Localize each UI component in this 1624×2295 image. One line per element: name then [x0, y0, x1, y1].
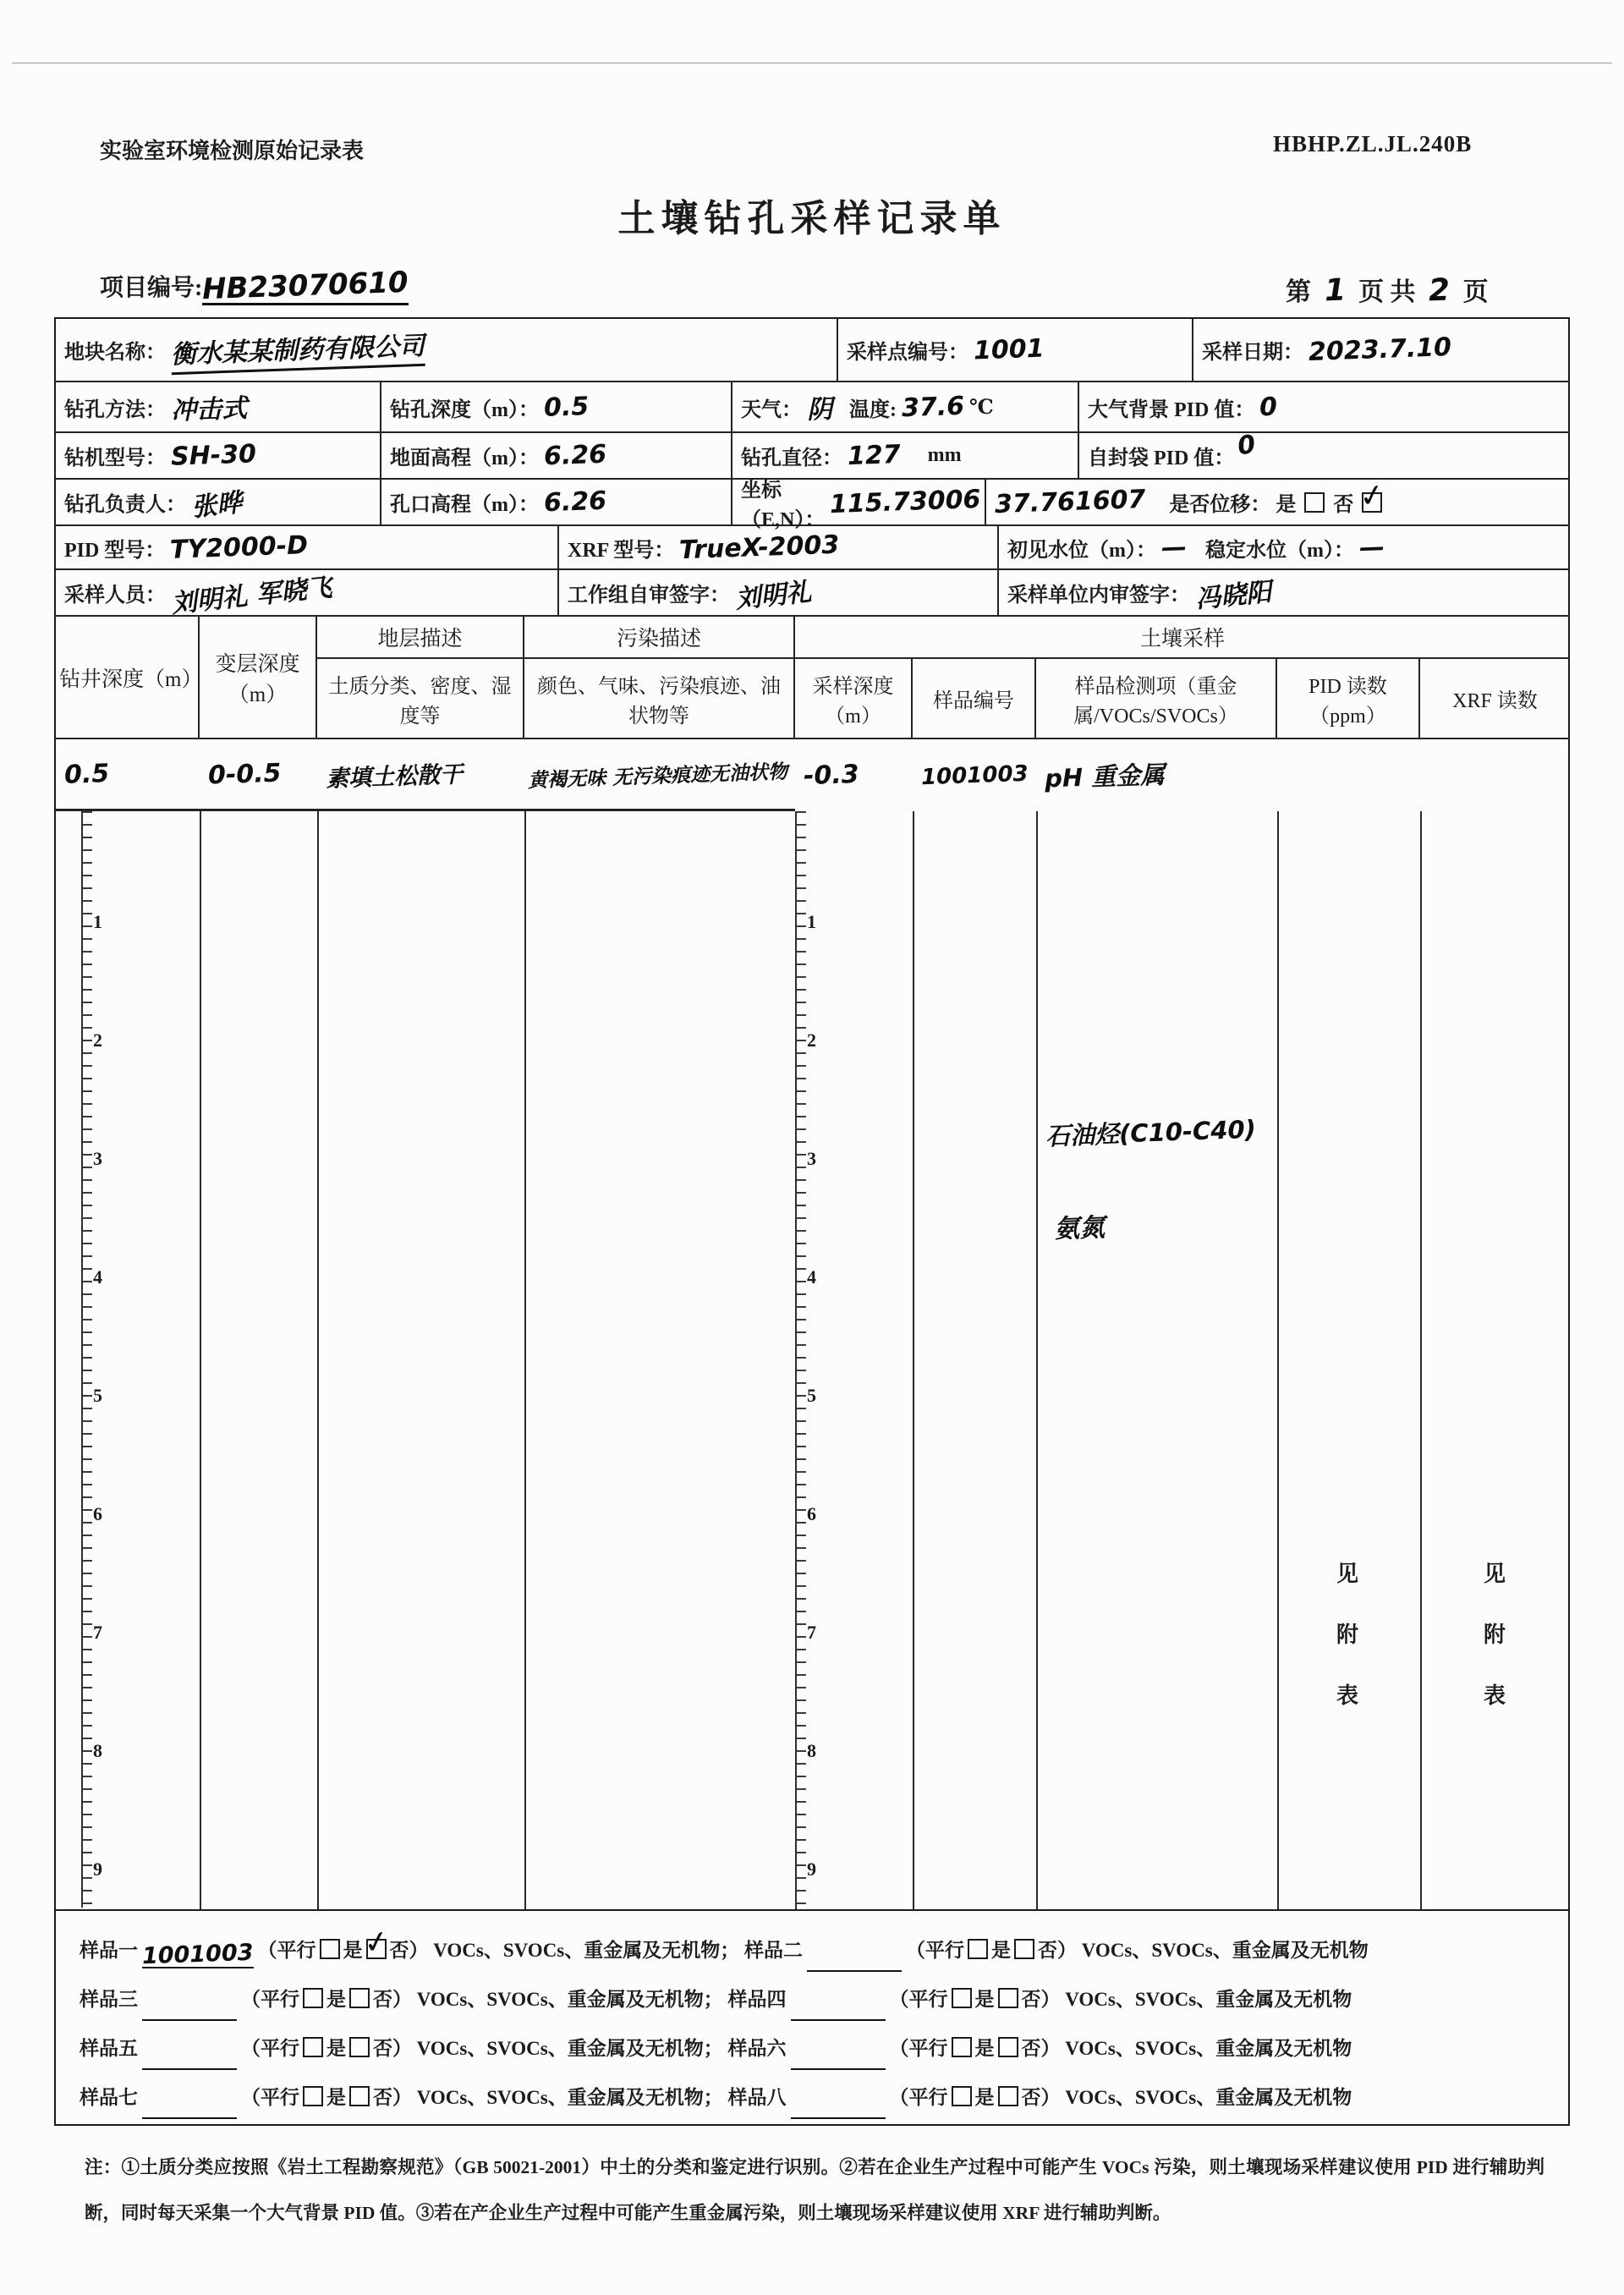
ruler-number: 8 — [93, 1740, 102, 1761]
sample-entry-8 — [728, 2087, 1352, 2108]
parallel-close: ） — [1040, 2087, 1061, 2108]
col-layer-depth-text: 变层深度（m） — [215, 652, 300, 706]
parallel-no-checkbox — [998, 2086, 1018, 2106]
samples-section — [56, 1909, 1570, 2128]
project-number-row — [100, 265, 409, 307]
sample-entry-6 — [728, 2038, 1352, 2059]
row-sample-no-value: 1001003 — [920, 760, 1029, 790]
grid-line — [524, 811, 526, 1909]
ruler-number: 3 — [807, 1148, 816, 1169]
stable-water-label: 稳定水位（m）： — [1205, 539, 1354, 562]
sampler-cell — [56, 570, 559, 617]
site-name-value: 衡水某某制药有限公司 — [170, 325, 425, 375]
row-drill-depth-value: 0.5 — [63, 758, 110, 790]
drill-method-value: 冲击式 — [170, 393, 248, 426]
row-pollution-cell — [524, 739, 795, 811]
parallel-yes-label: 是 — [974, 2087, 995, 2108]
pid-model-value: TY2000-D — [169, 530, 309, 565]
sampler-value: 刘明礼 军晓飞 — [170, 572, 334, 619]
xrf-see-attached-note: 见附表 — [1483, 1562, 1506, 1708]
ruler-number: 8 — [807, 1740, 816, 1761]
row-pollution-value: 黄褐无味 无污染痕迹无油状物 — [527, 760, 788, 792]
samples-line-3 — [80, 2033, 1570, 2070]
group-sampling-header — [795, 617, 1570, 659]
parallel-no-checkbox — [349, 1988, 370, 2008]
page-total: 2 — [1428, 272, 1451, 309]
weather-temp-cell — [732, 382, 1079, 433]
parallel-yes-checkbox — [952, 2086, 972, 2106]
shift-yes-label: 是 — [1276, 494, 1297, 516]
parallel-no-checkbox — [349, 2037, 370, 2057]
parallel-open: （平行 — [889, 1989, 948, 2010]
ruler-number: 1 — [93, 911, 102, 932]
shift-label: 是否位移： — [1169, 494, 1271, 516]
drill-depth-value: 0.5 — [543, 391, 590, 423]
sample-separator: ； — [720, 1940, 740, 1961]
sample-point-label: 采样点编号： — [847, 342, 968, 364]
sample-entry-1 — [80, 1939, 740, 1970]
sample-point-cell — [838, 319, 1193, 382]
sub-pollution-header — [524, 659, 795, 739]
parallel-no-checkbox — [998, 2037, 1018, 2057]
parallel-close: ） — [392, 2087, 412, 2108]
mouth-elev-value: 6.26 — [543, 486, 607, 519]
bag-pid-cell — [1079, 429, 1570, 480]
parallel-no-label: 否 — [1021, 2087, 1041, 2108]
parallel-no-checkbox — [998, 1988, 1018, 2008]
grid-line — [913, 811, 914, 1909]
sub-pollution-text: 颜色、气味、污染痕迹、油状物等 — [537, 675, 781, 727]
parallel-open: （平行 — [906, 1940, 965, 1961]
parallel-yes-checkbox — [968, 1939, 988, 1959]
internal-review-label: 采样单位内审签字： — [1007, 585, 1190, 607]
site-name-cell — [56, 319, 838, 382]
sample-separator: ； — [703, 2038, 723, 2059]
ruler-number: 5 — [93, 1385, 102, 1406]
bg-pid-value: 0 — [1259, 392, 1278, 422]
parallel-no-checkbox — [349, 2086, 370, 2106]
sample-label: 样品八 — [727, 2087, 787, 2108]
drill-leader-value: 张晔 — [189, 487, 244, 523]
ruler-number: 2 — [807, 1029, 816, 1051]
internal-review-cell — [999, 570, 1570, 617]
group-pollution-text: 污染描述 — [616, 628, 701, 651]
parallel-close: ） — [1040, 2038, 1061, 2059]
parallel-no-label: 否 — [1038, 1940, 1058, 1961]
row-layer-depth-value: 0-0.5 — [207, 758, 283, 790]
samples-line-1 — [80, 1935, 1570, 1972]
parallel-yes-checkbox — [303, 2037, 323, 2057]
water-level-cell — [999, 526, 1570, 570]
sample-tail: VOCs、SVOCs、重金属及无机物 — [416, 1989, 704, 2010]
bag-pid-label: 自封袋 PID 值： — [1088, 447, 1235, 469]
shift-yes-checkbox — [1304, 492, 1325, 513]
parallel-no-label: 否 — [389, 1940, 409, 1961]
self-review-cell — [559, 570, 999, 617]
samples-line-4 — [80, 2082, 1570, 2119]
parallel-yes-checkbox — [320, 1939, 340, 1959]
self-review-label: 工作组自审签字： — [568, 585, 730, 607]
grid-line — [200, 811, 201, 1909]
parallel-yes-checkbox — [303, 1988, 323, 2008]
sample-entry-7 — [80, 2087, 723, 2108]
parallel-open: （平行 — [889, 2087, 948, 2108]
sub-stratum-header — [317, 659, 524, 739]
sub-test-items-text: 样品检测项（重金属/VOCs/SVOCs） — [1073, 675, 1238, 727]
coord-n-value: 37.761607 — [994, 484, 1146, 520]
parallel-close: ） — [1040, 1989, 1061, 2010]
depth-ruler-sampling — [795, 811, 806, 1908]
doc-type-label: 实验室环境检测原始记录表 — [100, 139, 365, 163]
sub-xrf-reading-header — [1420, 659, 1570, 739]
first-water-value: — — [1160, 531, 1188, 563]
first-water-label: 初见水位（m）： — [1007, 539, 1156, 562]
row-sample-depth-cell — [795, 739, 913, 811]
form-code: HBHP.ZL.JL.240B — [1273, 131, 1473, 156]
group-pollution-header — [524, 617, 795, 659]
depth-ruler-sampling-numbers — [807, 811, 832, 1908]
grid-line — [317, 811, 319, 1909]
group-sampling-text: 土壤采样 — [1139, 628, 1225, 651]
grid-line — [1420, 811, 1422, 1909]
parallel-open: （平行 — [241, 2038, 299, 2059]
parallel-yes-checkbox — [952, 1988, 972, 2008]
depth-ruler-left-numbers — [93, 811, 118, 1908]
ruler-number: 5 — [807, 1385, 816, 1406]
weather-label: 天气： — [741, 398, 802, 421]
ground-elev-label: 地面高程（m）： — [390, 447, 539, 469]
row-sample-no-cell — [913, 739, 1036, 811]
parallel-yes-checkbox — [303, 2086, 323, 2106]
ground-elev-cell — [381, 433, 732, 480]
stable-water-value: — — [1358, 531, 1385, 563]
parallel-yes-label: 是 — [343, 1940, 363, 1961]
parallel-no-label: 否 — [1021, 1989, 1041, 2010]
drill-method-label: 钻孔方法： — [64, 398, 166, 421]
footer-note: 注：①土质分类应按照《岩土工程勘察规范》（GB 50021-2001）中土的分类和鉴定进行识别。②若在企业生产过程中可能产生 VOCs 污染，则土壤现场采样建议使用 PID 进行辅助判断，同时每天采集一个大气背景 PID 值。③若在产企业生产过程中可能产生重金属污染，则土壤现场采样建议使用 XRF 进行辅助判断。 — [85, 2157, 1544, 2223]
sample-label: 样品六 — [727, 2038, 787, 2059]
samples-line-2 — [80, 1984, 1570, 2021]
sub-sample-depth-header — [795, 659, 913, 739]
sample-tail: VOCs、SVOCs、重金属及无机物 — [1065, 1989, 1352, 2010]
self-review-signature: 刘明礼 — [733, 576, 813, 615]
parallel-no-label: 否 — [373, 2038, 392, 2059]
page-prefix: 第 — [1286, 278, 1311, 306]
parallel-no-label: 否 — [373, 1989, 392, 2010]
parallel-yes-label: 是 — [974, 1989, 995, 2010]
sample-value: 1001003 — [141, 1939, 255, 1970]
parallel-open: （平行 — [241, 1989, 299, 2010]
sample-date-value: 2023.7.10 — [1308, 332, 1452, 367]
project-number-label: 项目编号: — [100, 275, 203, 301]
shift-no-label: 否 — [1333, 494, 1354, 516]
ruler-number: 9 — [93, 1859, 102, 1880]
row-test-item-3: 氨氮 — [1053, 1212, 1106, 1245]
pid-see-attached-note: 见附表 — [1336, 1562, 1358, 1708]
page-middle: 页 共 — [1358, 278, 1416, 306]
mouth-elev-cell — [381, 480, 732, 526]
rig-model-value: SH-30 — [170, 439, 257, 472]
sample-separator: ； — [703, 1989, 723, 2010]
row-drill-depth-cell — [56, 739, 200, 811]
ruler-number: 6 — [807, 1503, 816, 1524]
ground-elev-value: 6.26 — [543, 439, 607, 472]
sub-pid-reading-text: PID 读数（ppm） — [1309, 675, 1387, 727]
row-sample-depth-value: -0.3 — [803, 759, 860, 792]
shift-no-checkbox — [1362, 492, 1382, 513]
row-test-items-cell — [1036, 739, 1277, 811]
sample-label: 样品七 — [80, 2087, 138, 2108]
group-stratum-text: 地层描述 — [377, 628, 463, 651]
drill-depth-label: 钻孔深度（m）： — [390, 398, 539, 421]
parallel-yes-label: 是 — [326, 2087, 346, 2108]
sub-sample-depth-text: 采样深度（m） — [812, 675, 894, 727]
sample-entry-5 — [80, 2038, 723, 2059]
ruler-number: 6 — [93, 1503, 102, 1524]
parallel-close: ） — [392, 2038, 412, 2059]
parallel-no-label: 否 — [373, 2087, 392, 2108]
mouth-elev-label: 孔口高程（m）： — [390, 494, 539, 516]
internal-review-signature: 冯晓阳 — [1193, 576, 1273, 615]
bore-diameter-value: 127 — [847, 439, 902, 472]
parallel-open: （平行 — [241, 2087, 299, 2108]
row-stratum-value: 素填土松散干 — [325, 760, 464, 793]
sample-tail: VOCs、SVOCs、重金属及无机物 — [1065, 2087, 1352, 2108]
sample-tail: VOCs、SVOCs、重金属及无机物 — [1081, 1940, 1369, 1961]
sample-label: 样品四 — [727, 1989, 787, 2010]
depth-ruler-left — [81, 811, 92, 1908]
parallel-no-checkbox — [366, 1939, 387, 1959]
parallel-close: ） — [1057, 1940, 1078, 1961]
sub-xrf-reading-text: XRF 读数 — [1452, 690, 1538, 712]
parallel-open: （平行 — [257, 1940, 316, 1961]
col-layer-depth-header — [200, 617, 317, 739]
row-stratum-cell — [317, 739, 524, 811]
coord-e-value: 115.73006 — [829, 484, 982, 520]
sample-entry-3 — [80, 1989, 723, 2010]
grid-line — [1036, 811, 1038, 1909]
coord-n-shift-cell — [986, 480, 1570, 526]
log-body-region — [56, 811, 1570, 1909]
project-number-value: HB23070610 — [201, 265, 409, 307]
sample-point-value: 1001 — [973, 333, 1045, 366]
rig-model-label: 钻机型号： — [64, 447, 166, 469]
parallel-close: ） — [392, 1989, 412, 2010]
sample-label: 样品二 — [744, 1940, 804, 1961]
pid-model-label: PID 型号： — [64, 539, 166, 562]
sub-test-items-header — [1036, 659, 1277, 739]
row-test-item-2: 石油烃(C10-C40) — [1045, 1114, 1257, 1151]
site-name-label: 地块名称： — [64, 342, 166, 364]
rig-model-cell — [56, 433, 381, 480]
sample-label: 样品三 — [80, 1989, 138, 2010]
col-drill-depth-header — [56, 617, 203, 739]
xrf-model-cell — [559, 526, 999, 570]
bore-diameter-unit: mm — [927, 444, 962, 466]
page-current: 1 — [1323, 272, 1347, 309]
ruler-number: 3 — [93, 1148, 102, 1169]
bg-pid-cell — [1079, 382, 1570, 433]
ruler-number: 7 — [93, 1622, 102, 1643]
row-test-item-1: pH 重金属 — [1044, 760, 1166, 793]
sample-entry-2 — [744, 1940, 1369, 1961]
drill-leader-cell — [56, 480, 381, 526]
sample-tail: VOCs、SVOCs、重金属及无机物 — [1065, 2038, 1352, 2059]
sample-label: 样品五 — [80, 2038, 138, 2059]
parallel-yes-label: 是 — [974, 2038, 995, 2059]
xrf-model-label: XRF 型号： — [568, 539, 675, 562]
bore-diameter-label: 钻孔直径： — [741, 447, 842, 469]
sampler-label: 采样人员： — [64, 585, 166, 607]
ruler-number: 1 — [807, 911, 816, 932]
sample-label: 样品一 — [80, 1940, 138, 1961]
weather-value: 阴 — [806, 394, 833, 426]
sub-pid-reading-header — [1277, 659, 1420, 739]
page-suffix: 页 — [1462, 278, 1489, 306]
col-drill-depth-text: 钻井深度（m） — [59, 667, 203, 691]
sample-entry-4 — [728, 1989, 1352, 2010]
ruler-number: 4 — [93, 1266, 102, 1288]
drill-leader-label: 钻孔负责人： — [64, 494, 186, 516]
parallel-close: ） — [409, 1940, 429, 1961]
row-layer-depth-cell — [200, 739, 317, 811]
sub-stratum-text: 土质分类、密度、湿度等 — [328, 675, 512, 727]
parallel-yes-label: 是 — [326, 2038, 346, 2059]
sample-date-cell — [1193, 319, 1570, 382]
bag-pid-value: 0 — [1236, 429, 1258, 462]
ruler-number: 2 — [93, 1029, 102, 1051]
parallel-yes-checkbox — [952, 2037, 972, 2057]
sub-sample-no-header — [913, 659, 1036, 739]
sample-tail: VOCs、SVOCs、重金属及无机物 — [416, 2087, 704, 2108]
ruler-number: 4 — [807, 1266, 816, 1288]
temperature-value: 37.6 — [901, 391, 965, 423]
parallel-open: （平行 — [889, 2038, 948, 2059]
parallel-yes-label: 是 — [991, 1940, 1012, 1961]
sample-separator: ； — [703, 2087, 723, 2108]
ruler-number: 7 — [807, 1622, 816, 1643]
drill-depth-cell — [381, 382, 732, 433]
temperature-label: 温度: — [849, 398, 897, 421]
parallel-yes-label: 是 — [326, 1989, 346, 2010]
parallel-no-label: 否 — [1021, 2038, 1041, 2059]
xrf-model-value: TrueX-2003 — [678, 530, 841, 565]
page-indicator — [1286, 271, 1489, 308]
bg-pid-label: 大气背景 PID 值： — [1088, 398, 1255, 421]
parallel-no-checkbox — [1014, 1939, 1034, 1959]
ruler-number: 9 — [807, 1859, 816, 1880]
temperature-unit: ℃ — [969, 397, 994, 419]
grid-line — [1277, 811, 1279, 1909]
sample-tail: VOCs、SVOCs、重金属及无机物 — [433, 1940, 721, 1961]
sub-sample-no-text: 样品编号 — [933, 690, 1014, 712]
coord-e-cell — [732, 479, 986, 531]
form-table — [54, 317, 1570, 2126]
page-title: 土壤钻孔采样记录单 — [617, 198, 1007, 239]
coord-label: 坐标（E,N）： — [741, 479, 826, 531]
group-stratum-header — [317, 617, 524, 659]
sample-tail: VOCs、SVOCs、重金属及无机物 — [416, 2038, 704, 2059]
drill-method-cell — [56, 382, 381, 433]
sample-date-label: 采样日期： — [1202, 342, 1303, 364]
pid-model-cell — [56, 526, 559, 570]
